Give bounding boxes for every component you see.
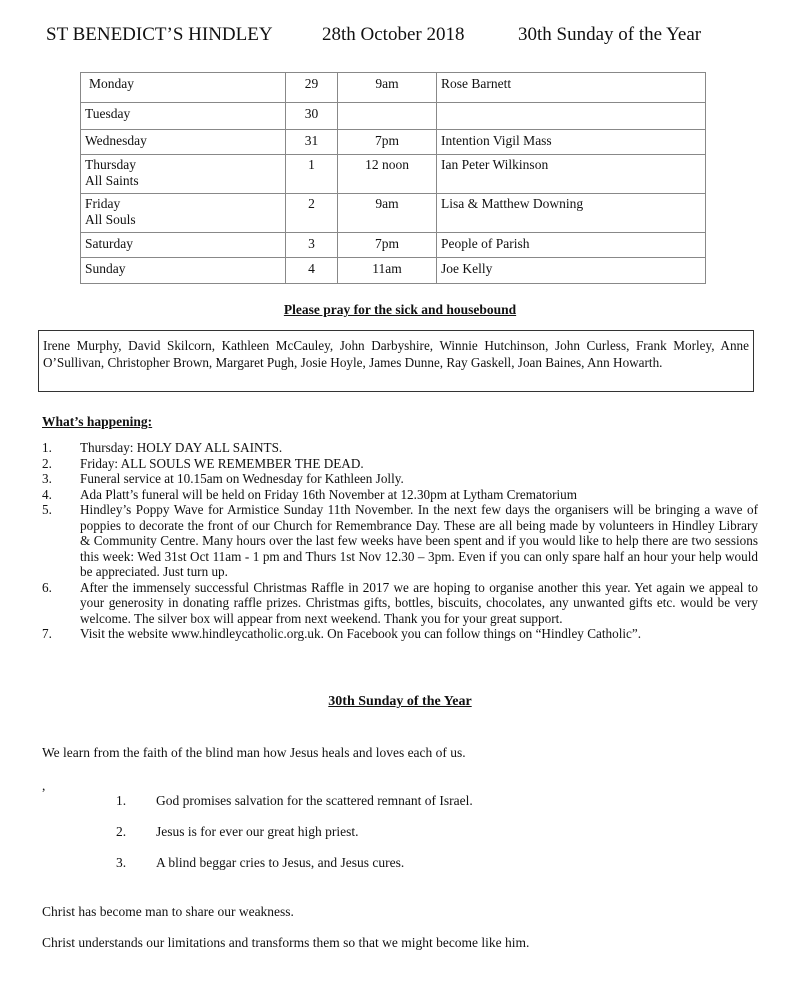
readings-list — [116, 793, 473, 886]
item-number: 3. — [116, 855, 127, 870]
list-item — [42, 471, 758, 487]
intention-cell — [437, 103, 706, 130]
table-row — [81, 194, 706, 233]
day-label: Saturday — [85, 236, 133, 251]
list-item — [42, 440, 758, 456]
intention-cell: Lisa & Matthew Downing — [437, 194, 706, 233]
list-item — [42, 487, 758, 503]
time-cell: 9am — [338, 194, 437, 233]
day-label: Monday — [89, 76, 134, 91]
list-item — [42, 580, 758, 627]
table-row — [81, 73, 706, 103]
intention-cell: People of Parish — [437, 233, 706, 258]
mass-schedule-table — [80, 72, 706, 284]
day-cell — [81, 233, 286, 258]
closing-line: Christ understands our limitations and transforms them so that we might become like him. — [42, 935, 530, 950]
list-item — [116, 855, 473, 886]
intention-cell: Joe Kelly — [437, 258, 706, 284]
liturgical-sunday: 30th Sunday of the Year — [518, 24, 702, 45]
table-row — [81, 258, 706, 284]
item-number: 2. — [42, 455, 52, 471]
date-cell: 2 — [286, 194, 338, 233]
item-number: 3. — [42, 471, 52, 486]
item-number: 1. — [42, 440, 52, 455]
date-cell: 3 — [286, 233, 338, 258]
list-item — [42, 626, 758, 642]
day-cell — [81, 130, 286, 155]
day-label: Tuesday — [85, 106, 131, 121]
sick-list-box — [38, 330, 754, 392]
item-text: Funeral service at 10.15am on Wednesday for Kathleen Jolly. — [80, 471, 404, 486]
table-row — [81, 155, 706, 194]
item-number: 6. — [42, 579, 52, 595]
list-item — [42, 502, 758, 580]
feast-label: All Souls — [85, 212, 136, 227]
day-label: Thursday — [85, 157, 136, 172]
item-text: Visit the website www.hindleycatholic.org.uk. On Facebook you can follow things on “Hindley Catholic”. — [80, 626, 642, 641]
sick-list-text: Irene Murphy, David Skilcorn, Kathleen McCauley, John Darbyshire, Winnie Hutchinson, John Curless, Frank Morley, Anne O’Sullivan, Christopher Brown, Margaret Pugh, Josie Hoyle, James Dunne, Ray Gaskell, Joan Baines, Ann Howarth. — [43, 338, 749, 370]
day-label: Friday — [85, 196, 121, 211]
date-cell: 29 — [286, 73, 338, 103]
pray-heading: Please pray for the sick and housebound — [283, 302, 517, 317]
happening-heading: What’s happening: — [42, 414, 153, 429]
intention-cell: Intention Vigil Mass — [437, 130, 706, 155]
list-item — [42, 456, 758, 472]
bulletin-date: 28th October 2018 — [322, 24, 465, 45]
parish-name: ST BENEDICT’S HINDLEY — [46, 24, 273, 45]
item-text: Ada Platt’s funeral will be held on Friday 16th November at 12.30pm at Lytham Crematorium — [80, 486, 577, 502]
date-cell: 30 — [286, 103, 338, 130]
time-cell: 7pm — [338, 233, 437, 258]
item-text: After the immensely successful Christmas Raffle in 2017 we are hoping to organise another this year. Yet again we appeal to your generosity in donating raffle prizes. Christmas gifts, bottles, biscuits, chocolates, any unwanted gifts etc. would be very welcome. The silver box will appear from next weekend. Thank you for your great support. — [80, 579, 758, 626]
table-row — [81, 103, 706, 130]
table-row — [81, 130, 706, 155]
list-item — [116, 824, 473, 855]
item-number: 1. — [116, 793, 127, 808]
time-cell: 11am — [338, 258, 437, 284]
day-label: Wednesday — [85, 133, 147, 148]
feast-label: All Saints — [85, 173, 139, 188]
item-number: 4. — [42, 486, 52, 502]
time-cell: 7pm — [338, 130, 437, 155]
item-text: A blind beggar cries to Jesus, and Jesus cures. — [156, 855, 405, 870]
happening-list — [42, 440, 758, 642]
time-cell: 12 noon — [338, 155, 437, 194]
intro-text: We learn from the faith of the blind man how Jesus heals and loves each of us. — [42, 745, 466, 760]
day-cell — [81, 103, 286, 130]
day-cell — [81, 258, 286, 284]
item-text: Thursday: HOLY DAY ALL SAINTS. — [80, 440, 283, 455]
date-cell: 4 — [286, 258, 338, 284]
date-cell: 1 — [286, 155, 338, 194]
intention-cell: Ian Peter Wilkinson — [437, 155, 706, 194]
item-text: God promises salvation for the scattered remnant of Israel. — [156, 793, 473, 808]
day-cell — [81, 194, 286, 233]
time-cell — [338, 103, 437, 130]
day-cell — [81, 155, 286, 194]
item-text: Jesus is for ever our great high priest. — [156, 824, 359, 839]
day-label: Sunday — [85, 261, 126, 276]
list-item — [116, 793, 473, 824]
item-text: Hindley’s Poppy Wave for Armistice Sunday 11th November. In the next few days the organisers will be bringing a wave of poppies to decorate the front of our Church for Remembrance Day. These are all being made by volunteers in Hindley Library & Community Centre. Many hours over the last few weeks have been spent and if you would like to help there are two sessions this week: Wed 31st Oct 11am - 1 pm and Thurs 1st Nov 12.30 – 3pm. Even if you can only spare half an hour your help would be appreciated. Just turn up. — [80, 502, 758, 579]
stray-mark: , — [42, 778, 46, 793]
time-cell: 9am — [338, 73, 437, 103]
item-number: 2. — [116, 824, 127, 839]
sunday-heading: 30th Sunday of the Year — [328, 694, 472, 709]
date-cell: 31 — [286, 130, 338, 155]
closing-line: Christ has become man to share our weakness. — [42, 904, 294, 919]
item-number: 5. — [42, 502, 52, 517]
item-text: Friday: ALL SOULS WE REMEMBER THE DEAD. — [80, 455, 364, 471]
table-row — [81, 233, 706, 258]
day-cell — [81, 73, 286, 103]
intention-cell: Rose Barnett — [437, 73, 706, 103]
item-number: 7. — [42, 626, 52, 641]
